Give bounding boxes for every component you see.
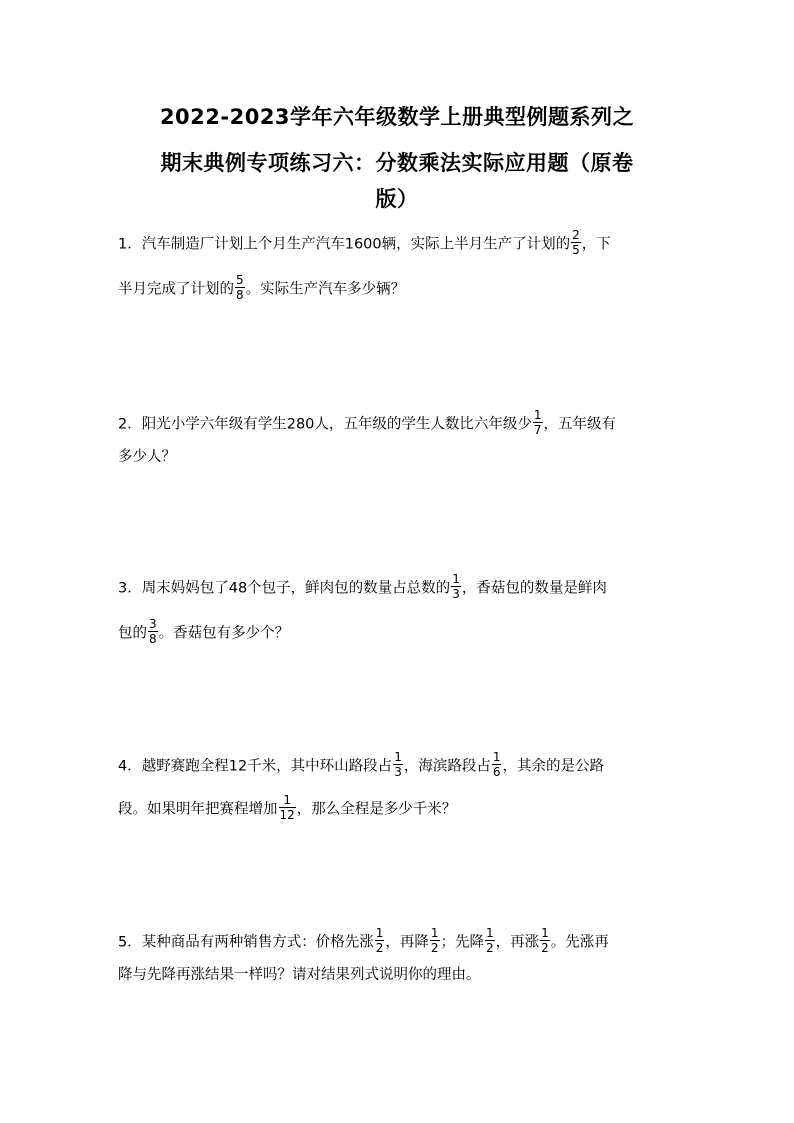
- fraction: $\frac{1}{3}$: [452, 572, 460, 601]
- question-4-text-b: ，海滨路段占: [403, 758, 491, 775]
- question-3-text-b: ，香菇包的数量是鲜肉: [461, 580, 607, 597]
- fraction: $\frac{1}{7}$: [533, 408, 542, 437]
- question-5-line-1: [118, 928, 609, 957]
- question-5-text-b: ，再降: [385, 934, 429, 951]
- title-line-3: 版）: [375, 187, 419, 211]
- question-5-text-d: ，再涨: [495, 934, 540, 951]
- question-2-text-c: 多少人？: [118, 449, 176, 465]
- fraction: $\frac{1}{2}$: [541, 926, 549, 955]
- question-4-text-a: 4．越野赛跑全程12千米，其中环山路段占: [118, 758, 393, 775]
- question-2-text-b: ，五年级有: [543, 416, 617, 433]
- fraction: $\frac{2}{5}$: [572, 228, 580, 257]
- question-1-text-c: 半月完成了计划的: [118, 281, 234, 298]
- question-5-line-2: [118, 965, 481, 985]
- question-4-text-d: 段。如果明年把赛程增加: [118, 801, 278, 818]
- question-4-text-c: ，其余的是公路: [502, 758, 604, 775]
- fraction: $\frac{1}{2}$: [375, 926, 384, 955]
- question-2-line-2: [118, 447, 176, 467]
- question-3-text-d: 。香菇包有多少个？: [158, 625, 290, 642]
- question-2-line-1: [118, 410, 616, 439]
- question-5-text-c: ；先降: [440, 934, 485, 951]
- question-1-text-b: ，下: [581, 236, 611, 253]
- question-4-text-e: ，那么全程是多少千米？: [296, 801, 457, 818]
- question-1-line-1: [118, 230, 611, 259]
- fraction: $\frac{1}{12}$: [279, 793, 295, 822]
- question-1-text-a: 1．汽车制造厂计划上个月生产汽车1600辆，实际上半月生产了计划的: [118, 236, 571, 253]
- fraction: $\frac{1}{6}$: [492, 750, 501, 779]
- question-2-text-a: 2．阳光小学六年级有学生280人，五年级的学生人数比六年级少: [118, 416, 532, 433]
- question-4-line-2: [118, 795, 456, 824]
- question-3-text-a: 3．周末妈妈包了48个包子，鲜肉包的数量占总数的: [118, 580, 451, 597]
- question-5-text-a: 5．某种商品有两种销售方式：价格先涨: [118, 934, 374, 951]
- question-3-line-2: [118, 619, 289, 648]
- question-1-text-d: 。实际生产汽车多少辆？: [245, 281, 406, 298]
- fraction: $\frac{3}{8}$: [149, 617, 157, 646]
- question-5-text-e: 。先涨再: [550, 934, 609, 951]
- question-3-text-c: 包的: [118, 625, 147, 642]
- question-3-line-1: [118, 574, 607, 603]
- fraction: $\frac{5}{8}$: [236, 273, 244, 302]
- title-line-2: 期末典例专项练习六：分数乘法实际应用题（原卷: [160, 151, 634, 175]
- title-line-1: 2022-2023学年六年级数学上册典型例题系列之: [159, 105, 635, 129]
- fraction: $\frac{1}{2}$: [430, 926, 439, 955]
- question-4-line-1: [118, 752, 604, 781]
- question-1-line-2: [118, 275, 405, 304]
- fraction: $\frac{1}{3}$: [394, 750, 402, 779]
- fraction: $\frac{1}{2}$: [486, 926, 494, 955]
- question-5-text-f: 降与先降再涨结果一样吗？请对结果列式说明你的理由。: [118, 967, 481, 983]
